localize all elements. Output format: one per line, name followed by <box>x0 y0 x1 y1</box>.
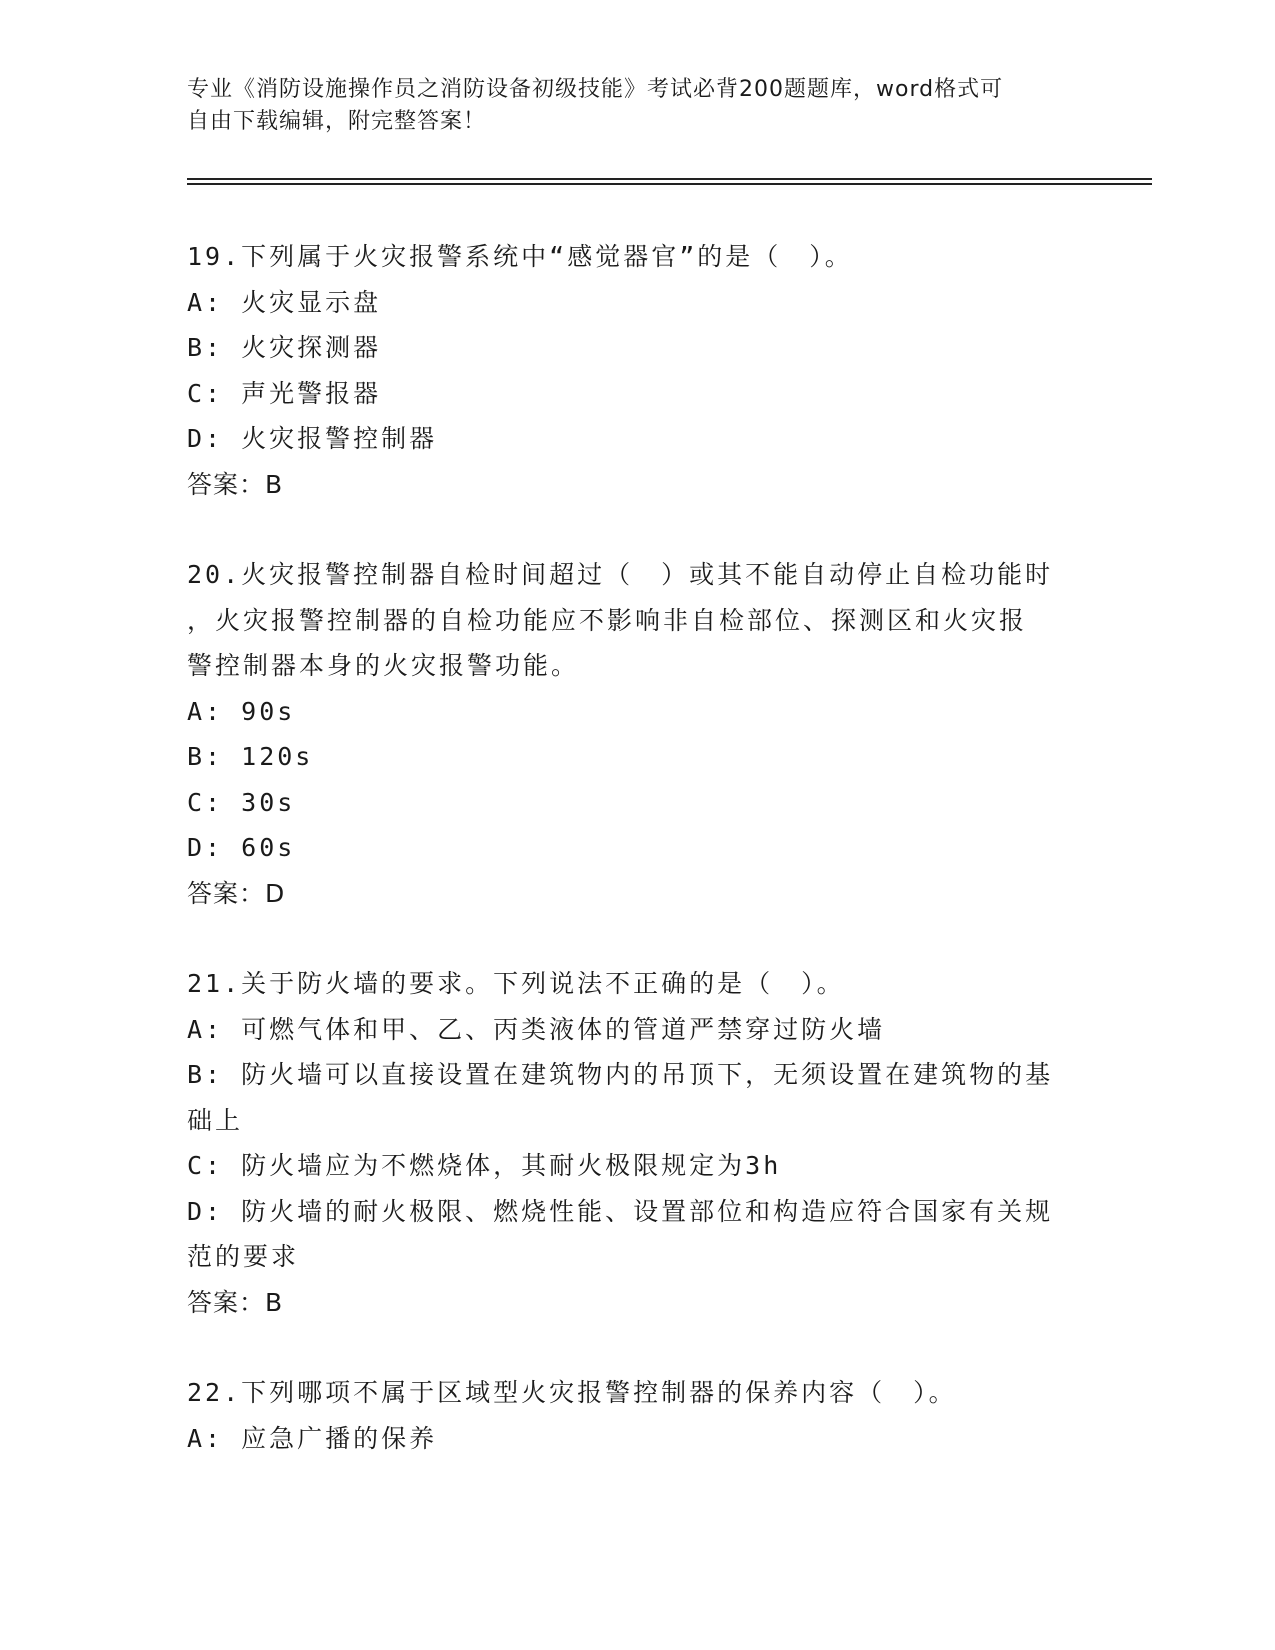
option-c: C: 声光警报器 <box>187 378 382 408</box>
option-d: D: 60s <box>187 833 296 862</box>
question-19 <box>187 234 1087 507</box>
option-b-continued: 础上 <box>187 1105 244 1135</box>
option-c: C: 30s <box>187 787 296 817</box>
document-header <box>187 74 1077 138</box>
answer-line: 答案：D <box>187 878 286 908</box>
question-20 <box>187 552 1087 916</box>
answer-line: 答案：B <box>187 1287 284 1317</box>
header-divider-bottom <box>187 183 1152 185</box>
question-stem: 20.火灾报警控制器自检时间超过（ ）或其不能自动停止自检功能时 <box>187 560 1054 589</box>
question-stem-continued: ，火灾报警控制器的自检功能应不影响非自检部位、探测区和火灾报 <box>187 605 1028 635</box>
question-stem: 22.下列哪项不属于区域型火灾报警控制器的保养内容（ ）。 <box>187 1378 957 1407</box>
option-a: A: 90s <box>187 696 296 726</box>
option-b: B: 120s <box>187 742 314 771</box>
option-a: A: 可燃气体和甲、乙、丙类液体的管道严禁穿过防火墙 <box>187 1014 886 1044</box>
question-list <box>187 234 1087 1506</box>
question-22 <box>187 1370 1087 1461</box>
header-line-1: 专业《消防设施操作员之消防设备初级技能》考试必背200题题库，word格式可 <box>187 77 1004 102</box>
header-divider-top <box>187 178 1152 180</box>
option-a: A: 火灾显示盘 <box>187 287 382 317</box>
question-stem: 19.下列属于火灾报警系统中“感觉器官”的是（ ）。 <box>187 242 853 271</box>
option-c: C: 防火墙应为不燃烧体，其耐火极限规定为3h <box>187 1151 782 1180</box>
option-a: A: 应急广播的保养 <box>187 1423 438 1453</box>
header-line-2: 自由下载编辑，附完整答案！ <box>187 109 487 134</box>
question-stem: 21.关于防火墙的要求。下列说法不正确的是（ ）。 <box>187 969 845 998</box>
option-b: B: 防火墙可以直接设置在建筑物内的吊顶下，无须设置在建筑物的基 <box>187 1060 1054 1089</box>
option-b: B: 火灾探测器 <box>187 333 382 362</box>
answer-line: 答案：B <box>187 469 284 499</box>
option-d: D: 防火墙的耐火极限、燃烧性能、设置部位和构造应符合国家有关规 <box>187 1196 1054 1226</box>
option-d: D: 火灾报警控制器 <box>187 424 438 453</box>
question-stem-continued: 警控制器本身的火灾报警功能。 <box>187 651 580 680</box>
question-21 <box>187 961 1087 1325</box>
option-d-continued: 范的要求 <box>187 1242 300 1271</box>
